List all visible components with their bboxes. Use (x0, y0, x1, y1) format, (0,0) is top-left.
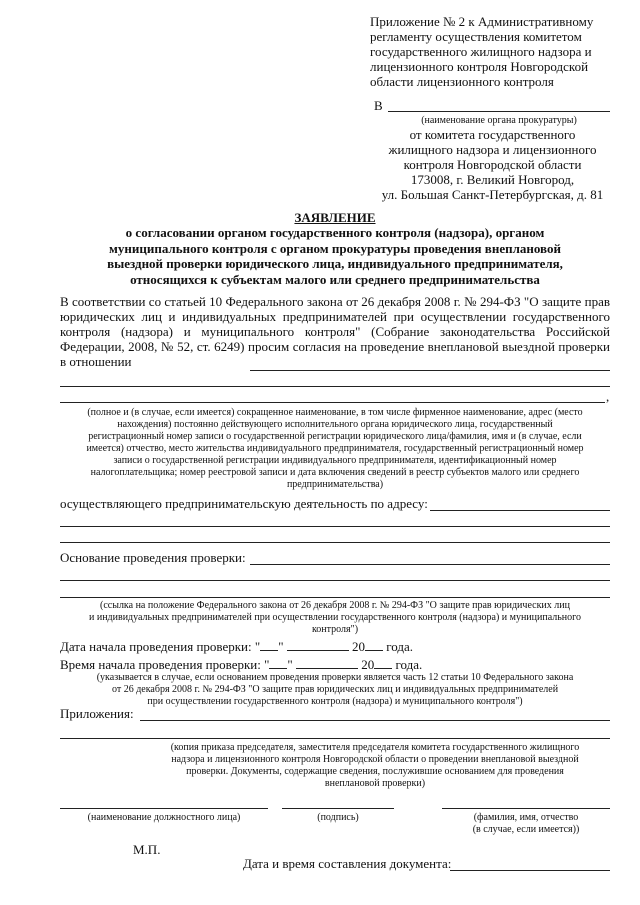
hint-line: надзора и лицензионного контроля Новгородской области о проведении внеплановой выездной (171, 754, 579, 765)
intro-line: В соответствии со статьей 10 Федерального закона от 26 декабря 2008 г. № 294-ФЗ "О защите прав (60, 294, 610, 309)
sender-line: жилищного надзора и лицензионного (388, 142, 597, 157)
hint-line: имеется) отчество, место жительства индивидуального предпринимателя, государственный регистрационный номер (86, 443, 584, 454)
subtitle-line: относящихся к субъектам малого или среднего предпринимательства (130, 271, 540, 287)
document-date-field[interactable] (450, 870, 610, 871)
start-day-field[interactable] (260, 638, 278, 651)
subtitle-line: о согласовании органом государственного контроля (надзора), органом (125, 225, 545, 240)
time-year-field[interactable] (374, 656, 392, 669)
subtitle-line: выездной проверки юридического лица, индивидуального предпринимателя, (107, 256, 563, 271)
start-year-field[interactable] (365, 638, 383, 651)
appendix-line: Приложение № 2 к Административному (370, 14, 594, 29)
hint-line: (в случае, если имеется)) (472, 824, 580, 835)
activity-address-field-1[interactable] (430, 510, 610, 511)
sender-block (370, 127, 615, 202)
quote-open: " (254, 639, 261, 654)
sender-line: 173008, г. Великий Новгород, (410, 172, 575, 187)
hint-line: нахождения) постоянно действующего исполнительного органа юридического лица, государственный (117, 419, 553, 430)
attachments-label: Приложения: (60, 706, 134, 721)
signature-field[interactable] (282, 808, 394, 809)
attachments-hint (140, 742, 610, 790)
full-name-hint (442, 812, 610, 836)
appendix-line: области лицензионного контроля (370, 74, 554, 89)
subject-field-3[interactable] (60, 402, 605, 403)
start-month-field[interactable] (287, 638, 349, 651)
start-date-label: Дата начала проведения проверки: (60, 639, 252, 654)
sender-line: ул. Большая Санкт-Петербургская, д. 81 (381, 187, 604, 202)
intro-line: в отношении (60, 354, 132, 369)
start-date-row (60, 638, 413, 654)
time-hint (55, 672, 615, 708)
to-prefix: В (374, 98, 383, 113)
sender-line: контроля Новгородской области (403, 157, 582, 172)
document-date-label: Дата и время составления документа: (243, 856, 452, 871)
quote-open: " (264, 657, 270, 672)
appendix-line: государственного жилищного надзора и (370, 44, 592, 59)
intro-paragraph (60, 294, 610, 369)
hint-line: и индивидуальных предпринимателей при осуществлении государственного контроля (надзора) и муниципального (88, 612, 581, 623)
intro-line: контроля (надзора) и муниципального контроля" (Собрание законодательства Российской (60, 324, 610, 339)
basis-field-1[interactable] (250, 564, 610, 565)
subject-field-1[interactable] (250, 370, 610, 371)
basis-label: Основание проведения проверки: (60, 550, 246, 565)
basis-field-3[interactable] (60, 597, 610, 598)
time-month-field[interactable] (296, 656, 358, 669)
document-subtitle (40, 225, 630, 287)
hint-line: от 26 декабря 2008 г. № 294-ФЗ "О защите прав юридических лиц и индивидуальных предпринимателей (111, 684, 559, 695)
hint-line: при осуществлении государственного контроля (надзора) и муниципального контроля") (147, 696, 523, 707)
sender-line: от комитета государственного (409, 127, 576, 142)
position-hint: (наименование должностного лица) (87, 812, 241, 823)
activity-address-field-2[interactable] (60, 526, 610, 527)
intro-line: юридических лиц и индивидуальных предпринимателей при осуществлении государственного (60, 309, 610, 324)
year-suffix: года. (395, 657, 423, 672)
law-hint (55, 600, 615, 636)
start-time-row (60, 656, 422, 672)
attachments-field-1[interactable] (140, 720, 610, 721)
activity-address-field-3[interactable] (60, 542, 610, 543)
hint-line: (указывается в случае, если основанием проведения проверки является часть 12 статьи 10 Федерального закона (96, 672, 574, 683)
appendix-note (370, 14, 610, 89)
time-day-field[interactable] (269, 656, 287, 669)
century: 20 (352, 639, 365, 654)
hint-line: внеплановой проверки) (324, 778, 426, 789)
hint-line: (фамилия, имя, отчество (473, 812, 579, 823)
subject-field-2[interactable] (60, 386, 610, 387)
appendix-line: регламенту осуществления комитетом (370, 29, 582, 44)
comma: , (606, 389, 610, 404)
prosecutor-hint: (наименование органа прокуратуры) (421, 115, 577, 126)
year-suffix: года. (386, 639, 414, 654)
subtitle-line: муниципального контроля с органом прокуратуры проведения внеплановой (109, 240, 561, 256)
document-title: ЗАЯВЛЕНИЕ (294, 210, 376, 225)
hint-line: (копия приказа председателя, заместителя председателя комитета государственного жилищного (170, 742, 580, 753)
subject-hint (55, 407, 615, 491)
attachments-field-2[interactable] (60, 738, 610, 739)
full-name-field[interactable] (442, 808, 610, 809)
quote-close: " (287, 657, 293, 672)
position-field[interactable] (60, 808, 268, 809)
hint-line: налогоплательщика; номер реестровой записи и дата включения сведений в реестр субъектов малого или среднего (90, 467, 580, 478)
century: 20 (361, 657, 375, 672)
intro-line: Федерации, 2008, № 52, ст. 6249) просим согласия на проведение внеплановой выездной проверки (60, 339, 610, 354)
hint-line: регистрационный номер записи о государственной регистрации юридического лица/фамилия, имя и (в случае, если (88, 431, 582, 442)
signature-hint: (подпись) (317, 812, 359, 823)
stamp-label: М.П. (133, 842, 161, 857)
quote-close: " (278, 639, 284, 654)
hint-line: (полное и (в случае, если имеется) сокращенное наименование, в том числе фирменное наименование, адрес (место (87, 407, 583, 418)
hint-line: записи о государственной регистрации индивидуального предпринимателя, идентификационный номер (113, 455, 557, 466)
hint-line: предпринимательства) (286, 479, 384, 490)
prosecutor-field[interactable] (388, 111, 610, 112)
start-time-label: Время начала проведения проверки: (60, 657, 261, 672)
hint-line: проверки. Документы, содержащие сведения, послужившие основанием для проведения (186, 766, 564, 777)
hint-line: контроля") (311, 624, 359, 635)
activity-label: осуществляющего предпринимательскую деятельность по адресу: (60, 496, 428, 511)
appendix-line: лицензионного контроля Новгородской (370, 59, 589, 74)
hint-line: (ссылка на положение Федерального закона от 26 декабря 2008 г. № 294-ФЗ "О защите прав юридических лиц (100, 600, 570, 611)
basis-field-2[interactable] (60, 580, 610, 581)
